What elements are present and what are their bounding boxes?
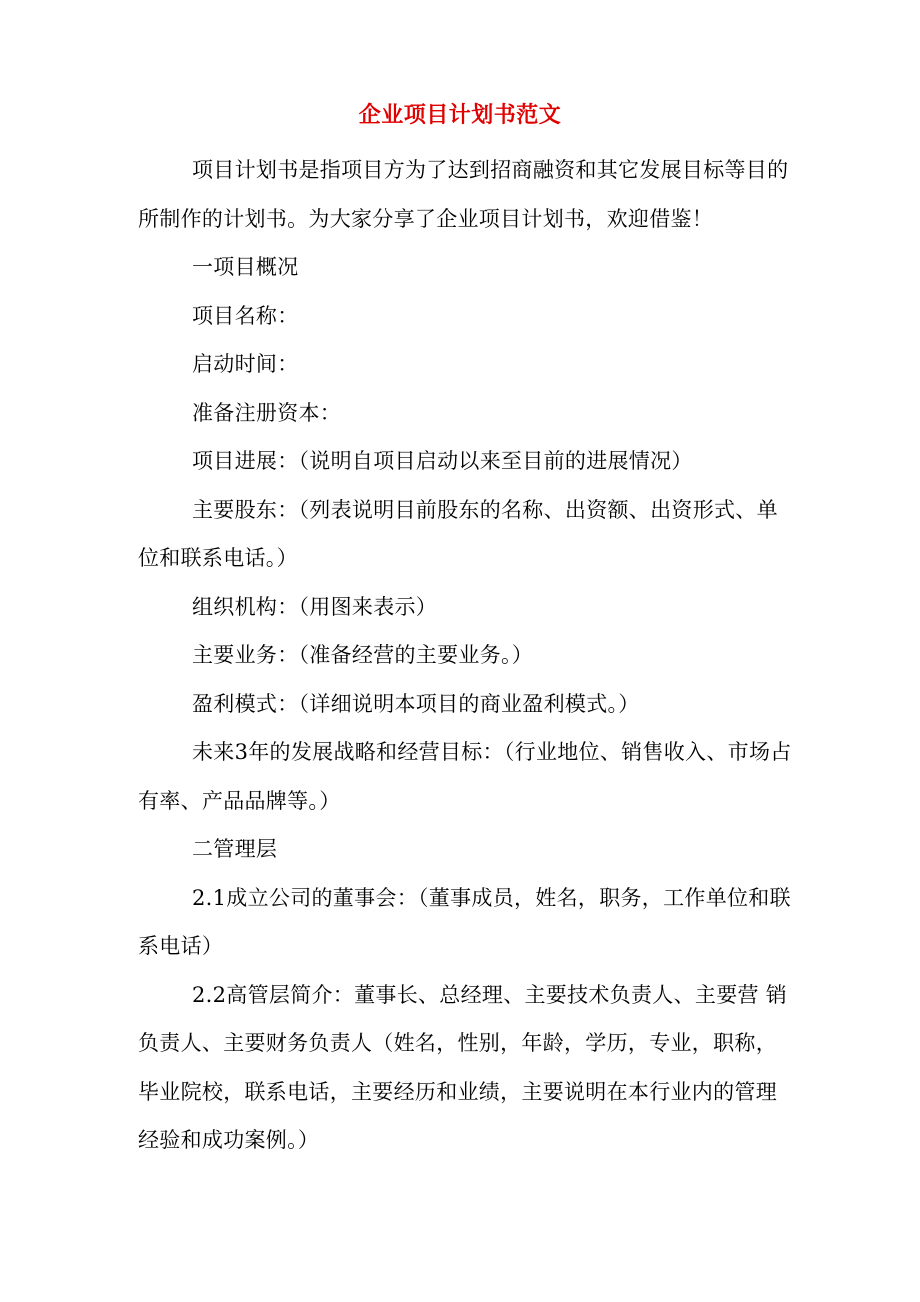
- field-organization: 组织机构：（用图来表示）: [192, 594, 438, 619]
- field-executive-profile: 2.2高管层简介：董事长、总经理、主要技术负责人、主要营 销负责人、主要财务负责人（姓名，性别，年龄，学历，专业，职称，毕业院校，联系电话，主要经历和业绩，主要说明在本行业内的管理经验和成功案例。）: [138, 982, 788, 1152]
- field-profit-model: 盈利模式：（详细说明本项目的商业盈利模式。）: [192, 691, 640, 716]
- field-board-of-directors: 2.1成立公司的董事会：（董事成员，姓名，职务，工作单位和联系电话）: [138, 885, 791, 958]
- field-strategy-goals: 未来3年的发展战略和经营目标：（行业地位、销售收入、市场占有率、产品品牌等。）: [138, 740, 792, 813]
- field-project-progress: 项目进展：（说明自项目启动以来至目前的进展情况）: [192, 449, 693, 473]
- section-heading-management: 二管理层: [192, 837, 278, 861]
- document-body: [138, 146, 798, 1165]
- field-main-business: 主要业务：（准备经营的主要业务。）: [192, 643, 534, 667]
- field-registered-capital: 准备注册资本：: [192, 400, 342, 425]
- field-project-name: 项目名称：: [192, 303, 299, 328]
- section-heading-overview: 一项目概况: [192, 255, 299, 279]
- field-main-shareholders: 主要股东：（列表说明目前股东的名称、出资额、出资形式、单位和联系电话。）: [138, 497, 778, 570]
- document-title: 企业项目计划书范文: [358, 102, 562, 128]
- field-start-time: 启动时间：: [192, 352, 299, 376]
- intro-paragraph: 项目计划书是指项目方为了达到招商融资和其它发展目标等目的所制作的计划书。为大家分享了企业项目计划书，欢迎借鉴！: [138, 158, 789, 231]
